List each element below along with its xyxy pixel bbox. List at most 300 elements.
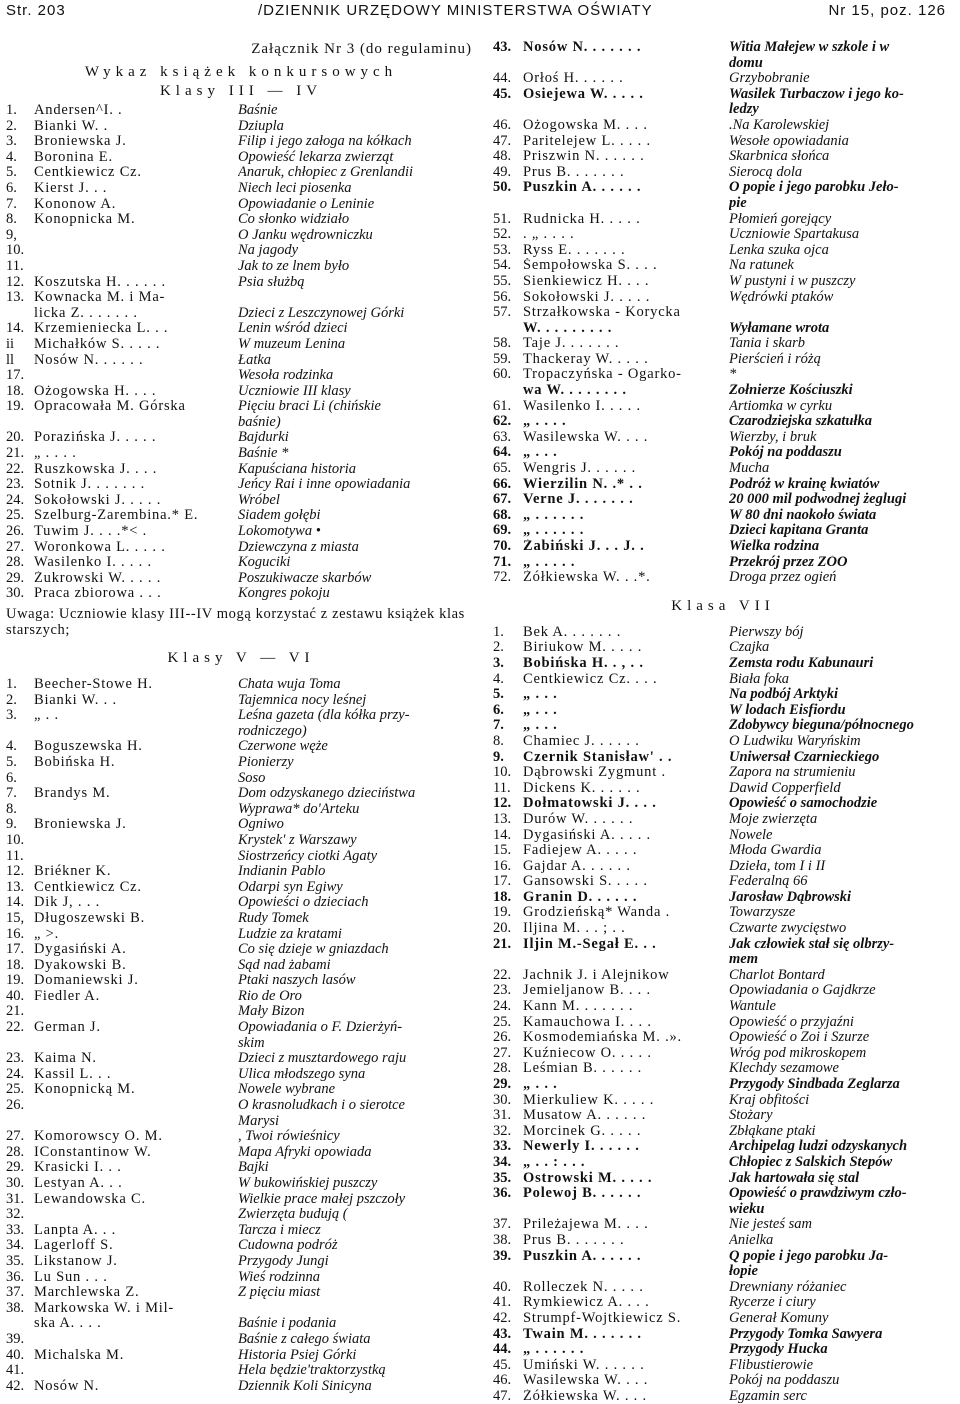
item-author: „ . .: [34, 708, 59, 724]
list-item: [493, 367, 953, 383]
item-author: Granin D. . . . . .: [523, 889, 638, 905]
item-number: 63.: [493, 428, 512, 445]
list-item: [6, 942, 476, 958]
list-item: [493, 1358, 953, 1374]
item-number: 18.: [493, 888, 512, 905]
list-item: [6, 771, 476, 787]
book-list-class-5-6-continued: [493, 40, 953, 586]
item-author: Kownacka M. i Ma-: [34, 290, 166, 306]
item-number: 25.: [493, 1013, 512, 1030]
item-author: „ . . . .: [523, 414, 567, 430]
item-author: Bianki W. .: [34, 118, 109, 134]
item-author: Michalska M.: [34, 1347, 125, 1363]
item-author: „ >.: [34, 926, 60, 942]
item-number: 39.: [6, 1330, 25, 1347]
item-number: 11.: [6, 257, 24, 274]
list-item: [493, 968, 953, 984]
list-item: [6, 1082, 476, 1098]
list-item: [493, 102, 953, 118]
list-item: [493, 321, 953, 337]
item-number: 17.: [493, 873, 512, 890]
item-title: Charlot Bontard: [729, 967, 825, 983]
item-author: Gajdar A. . . . . .: [523, 858, 631, 874]
item-title: W pustyni i w puszczy: [729, 273, 856, 289]
item-author: Beecher-Stowe H.: [34, 677, 153, 692]
item-title: Moje zwierzęta: [729, 811, 818, 827]
item-title: Na podbój Arktyki: [729, 687, 839, 703]
item-title: rodniczego): [238, 723, 307, 739]
item-title: Opowieść lekarza zwierząt: [238, 149, 394, 165]
item-number: 11.: [493, 779, 511, 796]
item-title: Niech leci piosenka: [238, 180, 352, 196]
item-title: Zapora na strumieniu: [729, 765, 856, 781]
item-title: Dzieła, tom I i II: [729, 858, 826, 874]
item-title: Uczniowie Spartakusa: [729, 227, 860, 243]
item-title: Grzybobranie: [729, 71, 810, 87]
item-number: 21.: [493, 935, 512, 952]
list-item: [6, 693, 476, 709]
item-title: O Ludwiku Waryńskim: [729, 733, 861, 749]
item-author: Twain M. . . . . . .: [523, 1326, 642, 1342]
item-title: Marysi: [238, 1113, 280, 1129]
item-title: O Janku wędrowniczku: [238, 227, 373, 243]
item-author: „ . . . . . .: [523, 1342, 585, 1358]
item-number: 23.: [6, 476, 25, 493]
item-author: „ . . . . .: [523, 554, 576, 570]
item-author: Jachnik J. i Alejnikow: [523, 967, 670, 983]
item-title: Klechdy sezamowe: [729, 1061, 839, 1077]
item-author: Priszwin N. . . . . .: [523, 149, 645, 165]
item-number: 21.: [6, 445, 25, 462]
list-heading: Wykaz książek konkursowych: [84, 64, 398, 80]
item-title: Nowele: [729, 827, 773, 843]
list-item: [493, 290, 953, 306]
item-title: Tajemnica nocy leśnej: [238, 692, 367, 708]
item-number: 1.: [6, 676, 17, 692]
item-title: Wędrówki ptaków: [729, 289, 834, 305]
item-author: Sienkiewicz H. . . .: [523, 273, 650, 289]
list-item: [493, 56, 953, 72]
item-number: 7.: [493, 717, 504, 734]
item-author: ska A. . . .: [34, 1316, 102, 1332]
item-number: 40.: [6, 1346, 25, 1363]
item-author: Żabiński J. . . J. .: [523, 539, 645, 554]
item-title: Nowele wybrane: [238, 1082, 336, 1098]
item-title: Ludzie za kratami: [238, 926, 342, 942]
item-author: licka Z. . . . . . .: [34, 305, 138, 321]
item-number: 26.: [6, 1097, 25, 1114]
list-item: [493, 750, 953, 766]
item-number: 14.: [493, 826, 512, 843]
item-number: 44.: [493, 70, 512, 87]
item-author: Rudnicka H. . . . .: [523, 211, 641, 227]
item-title: Lokomotywa •: [238, 524, 321, 540]
item-author: Brandys M.: [34, 786, 111, 802]
item-author: Nosów N. . . . . . .: [523, 40, 642, 55]
item-number: 71.: [493, 553, 512, 570]
item-author: wa W. . . . . . . .: [523, 383, 627, 399]
item-number: 14.: [6, 320, 25, 337]
item-author: Lu Sun . . .: [34, 1269, 108, 1285]
list-item: [493, 1186, 953, 1202]
item-number: 42.: [493, 1309, 512, 1326]
item-number: 22.: [6, 460, 25, 477]
item-title: Jak hartowała się stal: [729, 1170, 860, 1186]
item-number: 40.: [6, 987, 25, 1004]
list-item: [6, 353, 476, 369]
item-author: Ostrowski M. . . . .: [523, 1170, 653, 1186]
item-author: Konopnicka M.: [34, 212, 136, 228]
list-item: [6, 165, 476, 181]
item-title: Dziennik Koli Sinicyna: [238, 1378, 372, 1394]
item-title: Rio de Oro: [238, 988, 302, 1004]
item-title: Baśnie z całego świata: [238, 1331, 371, 1347]
item-number: 33.: [6, 1221, 25, 1238]
item-number: 30.: [6, 1175, 25, 1191]
item-title: Bajdurki: [238, 430, 289, 446]
item-title: Przygody Hucka: [729, 1342, 828, 1358]
item-title: Łatka: [238, 352, 272, 368]
item-number: 20.: [493, 920, 512, 937]
item-author: Durów W. . . . . .: [523, 811, 634, 827]
item-number: 51.: [493, 210, 512, 227]
item-title: Podróż w krainę kwiatów: [729, 476, 880, 492]
right-column: [493, 40, 953, 1404]
item-number: 6.: [6, 769, 17, 786]
list-item: [493, 1046, 953, 1062]
item-title: Chłopiec z Salskich Stepów: [729, 1154, 893, 1170]
item-author: Gansowski S. . . . .: [523, 874, 648, 890]
item-title: Kongres pokoju: [238, 586, 330, 602]
list-item: [6, 1254, 476, 1270]
list-item: [6, 1207, 476, 1223]
item-number: 23.: [493, 982, 512, 999]
list-item: [493, 71, 953, 87]
item-number: 3.: [6, 707, 17, 724]
list-item: [493, 874, 953, 890]
item-title: .Na Karolewskiej: [729, 117, 830, 133]
item-author: Centkiewicz Cz.: [34, 879, 142, 895]
list-item: [6, 1192, 476, 1208]
list-item: [6, 384, 476, 400]
item-author: Thackeray W. . . . .: [523, 351, 649, 367]
item-title: Wieś rodzinna: [238, 1269, 321, 1285]
item-title: Baśnie *: [238, 446, 289, 462]
item-title: Opowieść o Zoi i Szurze: [729, 1030, 870, 1046]
list-item: [6, 524, 476, 540]
list-item: [6, 927, 476, 943]
note-text: Uwaga: Uczniowie klasy III--IV mogą korzystać z zestawu książek klas starszych;: [6, 606, 465, 638]
item-author: Dołmatowski J. . . .: [523, 796, 657, 812]
item-author: Bianki W. . .: [34, 692, 117, 708]
item-author: Komorowscy O. M.: [34, 1129, 163, 1145]
list-item: [493, 149, 953, 165]
list-item: [493, 1295, 953, 1311]
item-number: 21.: [6, 1003, 25, 1020]
item-author: Dygasiński A.: [34, 942, 127, 958]
list-item: [493, 1030, 953, 1046]
list-item: [6, 1316, 476, 1332]
item-number: 1.: [6, 102, 17, 118]
list-item: [493, 1124, 953, 1140]
item-number: 7.: [6, 785, 17, 802]
item-title: Filip i jego załoga na kółkach: [238, 134, 412, 150]
item-title: Hela będzie'traktorzystką: [238, 1363, 386, 1379]
list-item: [6, 259, 476, 275]
item-title: Poszukiwacze skarbów: [238, 570, 372, 586]
item-number: 16.: [493, 857, 512, 874]
item-number: 16.: [6, 925, 25, 942]
item-title: Czwarte zwycięstwo: [729, 921, 847, 937]
item-author: Kaima N.: [34, 1051, 97, 1067]
item-title: Dziewczyna z miasta: [238, 539, 359, 555]
item-number: 61.: [493, 397, 512, 414]
item-title: Siadem gołębi: [238, 508, 321, 524]
item-author: Lanpta A. . .: [34, 1222, 117, 1238]
item-author: Markowska W. i Mil-: [34, 1300, 175, 1316]
item-title: Odarpi syn Egiwy: [238, 879, 343, 895]
item-number: 25.: [6, 1081, 25, 1098]
list-item: [493, 640, 953, 656]
book-list-class-5-6: [6, 677, 476, 1394]
item-author: Kann M. . . . . . .: [523, 999, 634, 1015]
list-item: [493, 812, 953, 828]
list-item: [493, 352, 953, 368]
list-item: [493, 843, 953, 859]
list-item: [493, 1389, 953, 1404]
item-title: domu: [729, 55, 763, 71]
item-number: 70.: [493, 538, 512, 554]
item-number: 46.: [493, 1372, 512, 1389]
list-item: [6, 708, 476, 724]
list-item: [6, 399, 476, 415]
class-heading-5-6: Klasy V — VI: [167, 650, 315, 666]
item-author: Krzemieniecka L. . .: [34, 321, 169, 337]
item-author: Verne J. . . . . . .: [523, 492, 634, 508]
item-author: Dygasiński A. . . . .: [523, 827, 651, 843]
list-item: [493, 905, 953, 921]
list-item: [493, 1233, 953, 1249]
item-author: Wasilewska W. . . .: [523, 1373, 649, 1389]
list-item: [6, 586, 476, 602]
item-number: 30.: [493, 1091, 512, 1108]
item-author: Musatow A. . . . . .: [523, 1108, 647, 1124]
item-number: 39.: [493, 1247, 512, 1264]
list-item: [493, 765, 953, 781]
item-title: Wyłamane wrota: [729, 320, 830, 336]
item-title: Sąd nad żabami: [238, 957, 331, 973]
list-item: [6, 1270, 476, 1286]
item-author: Żółkiewska W. . .*.: [523, 570, 651, 586]
item-title: Mucha: [729, 461, 770, 477]
item-number: 26.: [6, 523, 25, 540]
item-number: 45.: [493, 1356, 512, 1373]
item-title: wieku: [729, 1201, 765, 1217]
item-author: Lewandowska C.: [34, 1191, 146, 1207]
item-number: 10.: [493, 764, 512, 781]
item-author: Rymkiewicz A. . . .: [523, 1295, 650, 1311]
item-author: Likstanow J.: [34, 1253, 118, 1269]
item-author: Umiński W. . . . . .: [523, 1357, 645, 1373]
item-title: Pokój na poddaszu: [729, 1373, 840, 1389]
item-author: Sokołowski J. . . . .: [523, 289, 651, 305]
list-item: [493, 1202, 953, 1218]
list-item: [493, 1264, 953, 1280]
item-title: Rudy Tomek: [238, 910, 309, 926]
list-item: [6, 275, 476, 291]
list-item: [493, 656, 953, 672]
list-item: [493, 921, 953, 937]
item-number: 50.: [493, 179, 512, 196]
item-title: Krystek' z Warszawy: [238, 832, 357, 848]
item-title: Witia Małejew w szkole i w: [729, 40, 890, 55]
list-item: [6, 1114, 476, 1130]
item-number: 12.: [6, 273, 25, 290]
item-author: Prus B. . . . . . .: [523, 1232, 625, 1248]
page-number: Str. 203: [6, 2, 66, 19]
item-number: 13.: [6, 289, 25, 306]
list-item: [6, 477, 476, 493]
item-title: Pokój na poddaszu: [729, 445, 842, 461]
item-author: Puszkin A. . . . . .: [523, 180, 642, 196]
list-item: [493, 1077, 953, 1093]
list-item: [493, 118, 953, 134]
item-number: 46.: [493, 116, 512, 133]
item-author: Bobińska H.: [34, 754, 116, 770]
item-author: Krasicki I. . .: [34, 1160, 122, 1176]
item-number: 54.: [493, 257, 512, 274]
item-title: Zbłąkane ptaki: [729, 1123, 816, 1139]
list-item: [6, 989, 476, 1005]
list-item: [6, 1036, 476, 1052]
item-author: Strumpf-Wojtkiewicz S.: [523, 1310, 682, 1326]
item-title: pie: [729, 195, 747, 211]
item-number: 7.: [6, 195, 17, 212]
item-title: Ulica młodszego syna: [238, 1066, 366, 1082]
list-item: [493, 999, 953, 1015]
item-title: Federalną 66: [729, 874, 808, 890]
class-heading-7: Klasa VII: [671, 597, 775, 614]
list-item: [6, 802, 476, 818]
item-author: Andersen^I. .: [34, 103, 123, 118]
item-author: Grodzieńską* Wanda .: [523, 905, 671, 921]
item-number: 49.: [493, 163, 512, 180]
item-number: 26.: [493, 1029, 512, 1046]
item-author: Lagerloff S.: [34, 1238, 114, 1254]
list-item: [6, 181, 476, 197]
list-item: [493, 212, 953, 228]
list-item: [493, 672, 953, 688]
item-number: 64.: [493, 444, 512, 461]
item-title: *: [729, 367, 737, 383]
item-author: Dickens K. . . . . .: [523, 780, 641, 796]
item-title: Wasilek Turbaczow i jego ko-: [729, 86, 904, 102]
item-title: Opowieść o samochodzie: [729, 796, 878, 812]
item-author: Biriukow M. . . . .: [523, 640, 643, 656]
list-item: [6, 1301, 476, 1317]
item-title: Tania i skarb: [729, 336, 806, 352]
item-title: mem: [729, 952, 758, 968]
item-number: 52.: [493, 226, 512, 243]
list-item: [6, 430, 476, 446]
item-number: 11.: [6, 847, 24, 864]
item-title: Wielka rodzina: [729, 539, 820, 554]
item-author: German J.: [34, 1020, 101, 1036]
item-title: Siostrzeńcy ciotki Agaty: [238, 848, 378, 864]
issue-number: Nr 15, poz. 126: [828, 2, 946, 19]
item-author: Szelburg-Zarembina.* E.: [34, 508, 199, 524]
item-title: Pięciu braci Li (chińskie: [238, 399, 381, 415]
list-item: [6, 817, 476, 833]
list-item: [6, 958, 476, 974]
item-author: „ . . .: [523, 445, 558, 461]
item-number: 36.: [493, 1185, 512, 1202]
item-author: Boguszewska H.: [34, 739, 143, 755]
item-author: Broniewska J.: [34, 134, 127, 150]
item-title: Przekrój przez ZÓO: [729, 554, 848, 570]
list-item: [6, 864, 476, 880]
item-title: Lenin wśród dzieci: [238, 321, 348, 337]
list-item: [493, 1015, 953, 1031]
item-author: Chamiec J. . . . . .: [523, 733, 640, 749]
item-number: 27.: [6, 1128, 25, 1145]
item-author: Koszutska H. . . . . .: [34, 274, 166, 290]
item-author: „ . . . . . .: [523, 507, 585, 523]
list-item: [493, 305, 953, 321]
list-item: [493, 703, 953, 719]
list-item: [6, 786, 476, 802]
item-author: Jemieljanow B. . . .: [523, 983, 651, 999]
item-number: 32.: [493, 1122, 512, 1139]
list-item: [6, 555, 476, 571]
item-author: Ożogowska H. . . .: [34, 383, 157, 399]
item-author: Kamauchowa I. . . .: [523, 1014, 652, 1030]
list-item: [493, 1311, 953, 1327]
item-number: 38.: [6, 1299, 25, 1316]
item-author: Newerly I. . . . . .: [523, 1139, 640, 1155]
item-title: Chata wuja Toma: [238, 677, 341, 692]
item-title: Anielka: [729, 1232, 774, 1248]
list-item: [6, 462, 476, 478]
list-item: [493, 1093, 953, 1109]
item-author: Puszkin A. . . . . .: [523, 1248, 642, 1264]
item-author: „ . . .: [523, 687, 558, 703]
item-title: W bukowińskiej puszczy: [238, 1176, 378, 1191]
list-item: [6, 306, 476, 322]
list-item: [493, 781, 953, 797]
item-number: 18.: [6, 382, 25, 399]
item-title: Soso: [238, 770, 266, 786]
item-title: Pionierzy: [238, 754, 294, 770]
item-title: Opowieści o dzieciach: [238, 895, 369, 911]
item-number: 18.: [6, 956, 25, 973]
item-number: 8.: [6, 800, 17, 817]
item-number: 25.: [6, 507, 25, 524]
item-title: Koguciki: [238, 555, 291, 571]
item-number: 19.: [6, 398, 25, 415]
item-title: Jak to ze lnem było: [238, 258, 350, 274]
item-author: Żukrowski W. . . . .: [34, 570, 162, 586]
item-number: 31.: [493, 1107, 512, 1124]
item-title: Opowieść o przyjaźni: [729, 1014, 854, 1030]
item-title: Dzieci kapitana Granta: [729, 523, 869, 539]
list-item: [6, 212, 476, 228]
item-number: 34.: [6, 1237, 25, 1254]
item-title: Droga przez ogień: [729, 570, 837, 586]
list-item: [493, 40, 953, 56]
item-author: Woronkowa L. . . . .: [34, 539, 166, 555]
list-item: [6, 1176, 476, 1192]
